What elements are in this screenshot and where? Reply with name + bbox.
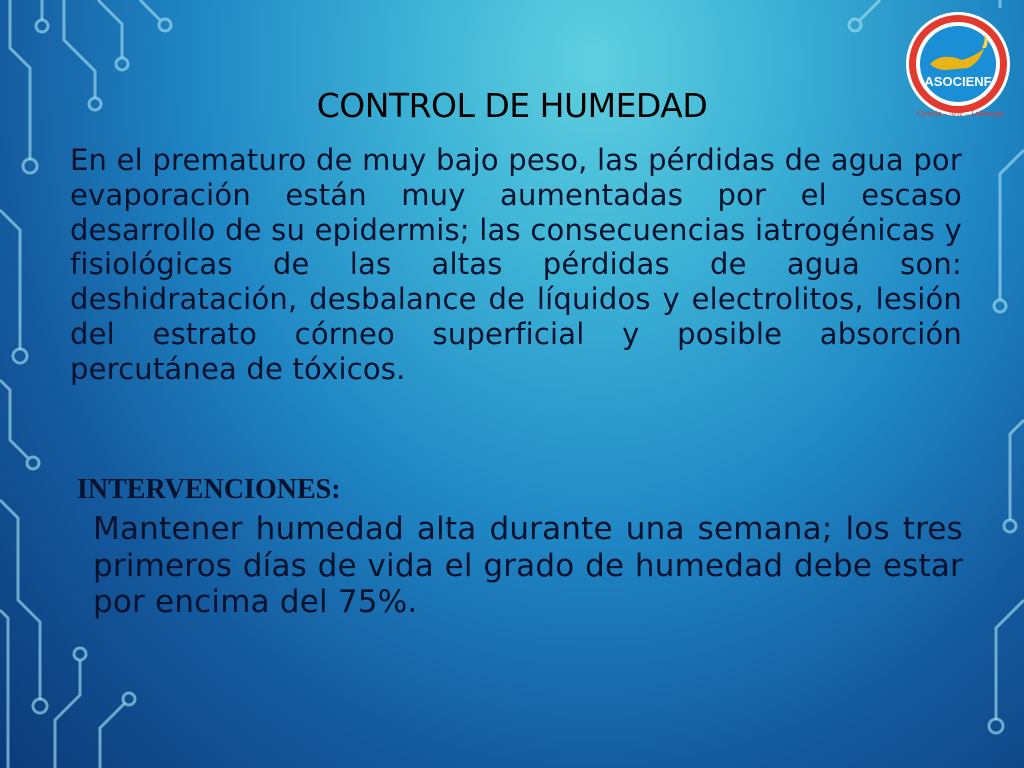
asocienf-logo <box>902 8 1018 124</box>
svg-text:ASOCIENF: ASOCIENF <box>924 74 992 89</box>
slide-title: CONTROL DE HUMEDAD <box>316 86 708 125</box>
svg-text:Ciencia – Arte – Liderazgo: Ciencia – Arte – Liderazgo <box>916 109 1004 118</box>
intro-paragraph: En el prematuro de muy bajo peso, las pérdidas de agua por evaporación están muy aumentadas por el escaso desarrollo de su epidermis; las consecuencias iatrogénicas y fisiológicas de las altas pérdidas de agua son: deshidratación, desbalance de líquidos y electrolitos, lesión del estrato córneo superficial y posible absorción percutánea de tóxicos. <box>70 143 962 386</box>
interventions-heading: INTERVENCIONES: <box>77 474 341 505</box>
interventions-text: Mantener humedad alta durante una semana; los tres primeros días de vida el grado de humedad debe estar por encima del 75%. <box>93 511 963 621</box>
logo-emblem-icon <box>902 8 1018 124</box>
